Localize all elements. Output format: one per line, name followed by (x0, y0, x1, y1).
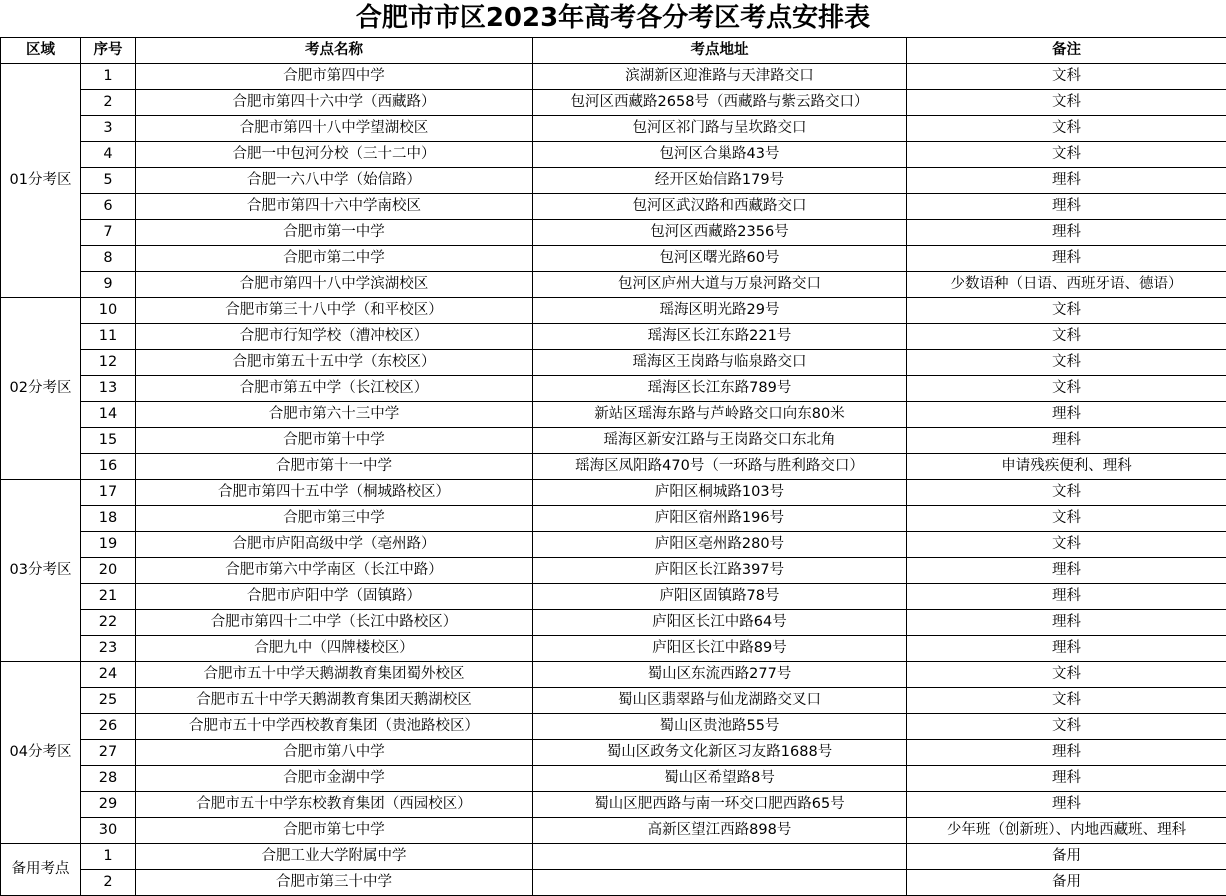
note-cell: 文科 (907, 350, 1226, 376)
note-cell: 理科 (907, 584, 1226, 610)
note-cell: 理科 (907, 194, 1226, 220)
table-row (1, 402, 1226, 428)
number-cell: 18 (81, 506, 136, 532)
note-cell: 理科 (907, 428, 1226, 454)
site-name-cell: 合肥九中（四牌楼校区） (136, 636, 533, 662)
table-header-row (1, 38, 1226, 64)
site-address-cell: 庐阳区亳州路280号 (533, 532, 907, 558)
table-row (1, 350, 1226, 376)
site-address-cell: 瑶海区王岗路与临泉路交口 (533, 350, 907, 376)
site-name-cell: 合肥市五十中学天鹅湖教育集团天鹅湖校区 (136, 688, 533, 714)
note-cell: 理科 (907, 792, 1226, 818)
number-cell: 22 (81, 610, 136, 636)
number-cell: 15 (81, 428, 136, 454)
site-name-cell: 合肥市庐阳高级中学（亳州路） (136, 532, 533, 558)
site-address-cell: 蜀山区翡翠路与仙龙湖路交叉口 (533, 688, 907, 714)
table-row (1, 662, 1226, 688)
site-address-cell: 庐阳区长江路397号 (533, 558, 907, 584)
note-cell: 文科 (907, 298, 1226, 324)
region-cell: 04分考区 (1, 662, 81, 844)
site-address-cell: 经开区始信路179号 (533, 168, 907, 194)
note-cell: 文科 (907, 64, 1226, 90)
number-cell: 29 (81, 792, 136, 818)
site-name-cell: 合肥市第四十六中学南校区 (136, 194, 533, 220)
site-address-cell (533, 844, 907, 870)
site-name-cell: 合肥市第五十五中学（东校区） (136, 350, 533, 376)
site-address-cell: 包河区西藏路2658号（西藏路与紫云路交口） (533, 90, 907, 116)
number-cell: 1 (81, 64, 136, 90)
table-row (1, 428, 1226, 454)
note-cell: 文科 (907, 90, 1226, 116)
table-row (1, 610, 1226, 636)
note-cell: 文科 (907, 116, 1226, 142)
note-cell: 备用 (907, 870, 1226, 896)
table-row (1, 714, 1226, 740)
number-cell: 3 (81, 116, 136, 142)
number-cell: 13 (81, 376, 136, 402)
number-cell: 14 (81, 402, 136, 428)
number-cell: 6 (81, 194, 136, 220)
table-row (1, 90, 1226, 116)
site-address-cell: 包河区合巢路43号 (533, 142, 907, 168)
table-row (1, 298, 1226, 324)
site-address-cell: 包河区曙光路60号 (533, 246, 907, 272)
note-cell: 理科 (907, 558, 1226, 584)
note-cell: 文科 (907, 376, 1226, 402)
site-address-cell: 蜀山区肥西路与南一环交口肥西路65号 (533, 792, 907, 818)
site-address-cell: 包河区庐州大道与万泉河路交口 (533, 272, 907, 298)
table-row (1, 376, 1226, 402)
site-address-cell: 庐阳区长江中路89号 (533, 636, 907, 662)
site-address-cell: 包河区祁门路与呈坎路交口 (533, 116, 907, 142)
note-cell: 理科 (907, 740, 1226, 766)
table-row (1, 870, 1226, 896)
number-cell: 30 (81, 818, 136, 844)
site-name-cell: 合肥工业大学附属中学 (136, 844, 533, 870)
site-name-cell: 合肥市第四十六中学（西藏路） (136, 90, 533, 116)
site-name-cell: 合肥市第七中学 (136, 818, 533, 844)
site-name-cell: 合肥市第五中学（长江校区） (136, 376, 533, 402)
table-row (1, 688, 1226, 714)
number-cell: 19 (81, 532, 136, 558)
site-address-cell: 包河区西藏路2356号 (533, 220, 907, 246)
number-cell: 26 (81, 714, 136, 740)
note-cell: 文科 (907, 688, 1226, 714)
table-row (1, 532, 1226, 558)
number-cell: 2 (81, 90, 136, 116)
note-cell: 文科 (907, 714, 1226, 740)
table-row (1, 636, 1226, 662)
region-cell: 02分考区 (1, 298, 81, 480)
table-row (1, 506, 1226, 532)
table-row (1, 272, 1226, 298)
site-address-cell: 瑶海区长江东路221号 (533, 324, 907, 350)
site-address-cell (533, 870, 907, 896)
number-cell: 17 (81, 480, 136, 506)
table-row (1, 792, 1226, 818)
number-cell: 2 (81, 870, 136, 896)
site-name-cell: 合肥市第四十八中学望湖校区 (136, 116, 533, 142)
site-name-cell: 合肥市第四中学 (136, 64, 533, 90)
table-row (1, 818, 1226, 844)
table-row (1, 766, 1226, 792)
site-name-cell: 合肥市第四十二中学（长江中路校区） (136, 610, 533, 636)
table-row (1, 64, 1226, 90)
site-name-cell: 合肥市五十中学天鹅湖教育集团蜀外校区 (136, 662, 533, 688)
site-address-cell: 瑶海区新安江路与王岗路交口东北角 (533, 428, 907, 454)
table-row (1, 324, 1226, 350)
site-name-cell: 合肥一中包河分校（三十二中） (136, 142, 533, 168)
number-cell: 12 (81, 350, 136, 376)
region-cell: 03分考区 (1, 480, 81, 662)
column-header-site-address: 考点地址 (533, 38, 907, 64)
site-address-cell: 瑶海区凤阳路470号（一环路与胜利路交口） (533, 454, 907, 480)
number-cell: 9 (81, 272, 136, 298)
site-address-cell: 庐阳区桐城路103号 (533, 480, 907, 506)
site-name-cell: 合肥市第四十八中学滨湖校区 (136, 272, 533, 298)
site-name-cell: 合肥市第四十五中学（桐城路校区） (136, 480, 533, 506)
note-cell: 理科 (907, 246, 1226, 272)
site-address-cell: 庐阳区宿州路196号 (533, 506, 907, 532)
site-name-cell: 合肥市第一中学 (136, 220, 533, 246)
number-cell: 23 (81, 636, 136, 662)
site-address-cell: 瑶海区明光路29号 (533, 298, 907, 324)
table-body (1, 64, 1226, 896)
number-cell: 7 (81, 220, 136, 246)
note-cell: 理科 (907, 636, 1226, 662)
number-cell: 16 (81, 454, 136, 480)
table-row (1, 584, 1226, 610)
site-name-cell: 合肥市金湖中学 (136, 766, 533, 792)
column-header-region: 区域 (1, 38, 81, 64)
site-name-cell: 合肥市第十一中学 (136, 454, 533, 480)
site-name-cell: 合肥市第二中学 (136, 246, 533, 272)
region-cell: 01分考区 (1, 64, 81, 298)
site-name-cell: 合肥市五十中学西校教育集团（贵池路校区） (136, 714, 533, 740)
site-address-cell: 蜀山区东流西路277号 (533, 662, 907, 688)
site-name-cell: 合肥市行知学校（漕冲校区） (136, 324, 533, 350)
number-cell: 4 (81, 142, 136, 168)
site-name-cell: 合肥市第八中学 (136, 740, 533, 766)
note-cell: 备用 (907, 844, 1226, 870)
note-cell: 文科 (907, 662, 1226, 688)
note-cell: 理科 (907, 220, 1226, 246)
site-address-cell: 庐阳区长江中路64号 (533, 610, 907, 636)
note-cell: 申请残疾便利、理科 (907, 454, 1226, 480)
number-cell: 5 (81, 168, 136, 194)
number-cell: 10 (81, 298, 136, 324)
site-name-cell: 合肥市第十中学 (136, 428, 533, 454)
site-name-cell: 合肥市五十中学东校教育集团（西园校区） (136, 792, 533, 818)
note-cell: 理科 (907, 610, 1226, 636)
number-cell: 1 (81, 844, 136, 870)
column-header-note: 备注 (907, 38, 1226, 64)
number-cell: 11 (81, 324, 136, 350)
table-row (1, 220, 1226, 246)
table-row (1, 116, 1226, 142)
note-cell: 少年班（创新班）、内地西藏班、理科 (907, 818, 1226, 844)
exam-site-table (0, 37, 1226, 896)
table-row (1, 480, 1226, 506)
table-row (1, 194, 1226, 220)
table-row (1, 168, 1226, 194)
site-name-cell: 合肥市庐阳中学（固镇路） (136, 584, 533, 610)
note-cell: 文科 (907, 324, 1226, 350)
site-address-cell: 蜀山区贵池路55号 (533, 714, 907, 740)
note-cell: 文科 (907, 142, 1226, 168)
note-cell: 理科 (907, 766, 1226, 792)
site-name-cell: 合肥市第三中学 (136, 506, 533, 532)
site-name-cell: 合肥市第三十八中学（和平校区） (136, 298, 533, 324)
site-address-cell: 庐阳区固镇路78号 (533, 584, 907, 610)
site-name-cell: 合肥市第六中学南区（长江中路） (136, 558, 533, 584)
site-address-cell: 滨湖新区迎淮路与天津路交口 (533, 64, 907, 90)
note-cell: 少数语种（日语、西班牙语、德语） (907, 272, 1226, 298)
number-cell: 8 (81, 246, 136, 272)
table-row (1, 454, 1226, 480)
note-cell: 文科 (907, 532, 1226, 558)
table-row (1, 844, 1226, 870)
column-header-number: 序号 (81, 38, 136, 64)
site-name-cell: 合肥一六八中学（始信路） (136, 168, 533, 194)
number-cell: 27 (81, 740, 136, 766)
site-address-cell: 高新区望江西路898号 (533, 818, 907, 844)
number-cell: 25 (81, 688, 136, 714)
number-cell: 28 (81, 766, 136, 792)
note-cell: 理科 (907, 168, 1226, 194)
table-row (1, 246, 1226, 272)
column-header-site-name: 考点名称 (136, 38, 533, 64)
region-cell: 备用考点 (1, 844, 81, 896)
table-row (1, 142, 1226, 168)
note-cell: 文科 (907, 480, 1226, 506)
number-cell: 20 (81, 558, 136, 584)
number-cell: 24 (81, 662, 136, 688)
note-cell: 理科 (907, 402, 1226, 428)
site-address-cell: 瑶海区长江东路789号 (533, 376, 907, 402)
site-name-cell: 合肥市第三十中学 (136, 870, 533, 896)
note-cell: 文科 (907, 506, 1226, 532)
table-row (1, 740, 1226, 766)
site-address-cell: 新站区瑶海东路与芦岭路交口向东80米 (533, 402, 907, 428)
page-title: 合肥市市区2023年高考各分考区考点安排表 (0, 0, 1226, 37)
table-row (1, 558, 1226, 584)
site-address-cell: 蜀山区希望路8号 (533, 766, 907, 792)
site-name-cell: 合肥市第六十三中学 (136, 402, 533, 428)
site-address-cell: 蜀山区政务文化新区习友路1688号 (533, 740, 907, 766)
number-cell: 21 (81, 584, 136, 610)
site-address-cell: 包河区武汉路和西藏路交口 (533, 194, 907, 220)
